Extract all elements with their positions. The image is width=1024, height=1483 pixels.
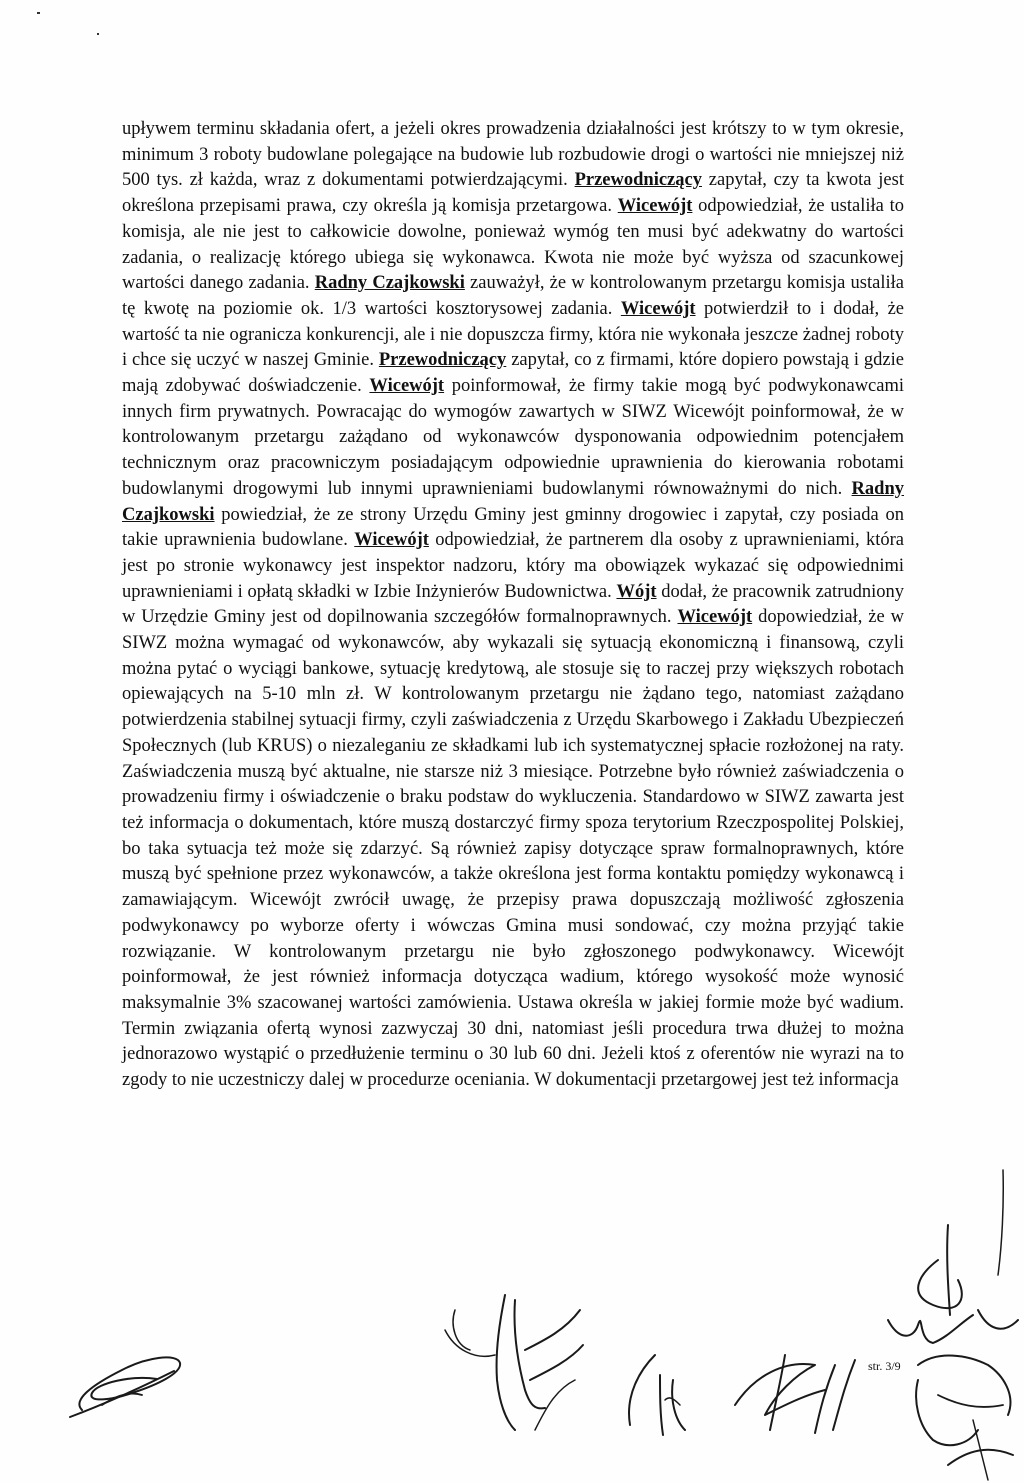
speaker-name: Przewodniczący: [378, 350, 507, 371]
body-text: poinformował, że firmy takie mogą być podwykonawcami innych firm prywatnych. Powracając do wymogów zawartych w SIWZ Wicewójt poinformował, że w kontrolowanym przetargu zażądano od wykonawców dysponowania odpowiednim potencjałem technicznym oraz pracowniczym posiadającym odpowiednie uprawnienia do kierowania robotami budowlanymi drogowymi lub innymi uprawnieniami budowlanymi równoważnymi do nich.: [122, 376, 905, 499]
signature-initials-left: [62, 1345, 192, 1425]
body-paragraph: [122, 117, 904, 1094]
signature-right-1: [725, 1345, 875, 1435]
speaker-name: Wicewójt: [677, 607, 753, 628]
signature-center-1: [435, 1290, 585, 1440]
body-text: zapytał, co z firmami, które dopiero powstają i gdzie mają zdobywać doświadczenie.: [122, 350, 904, 397]
signature-center-2: [615, 1350, 695, 1440]
body-text: zauważył, że w kontrolowanym przetargu komisja ustaliła tę kwotę na poziomie ok. 1/3 wartości kosztorysowej zadania.: [122, 273, 904, 319]
scan-mark: [97, 33, 99, 35]
body-text: upływem terminu składania ofert, a jeżeli okres prowadzenia działalności jest krótszy to w tym okresie, minimum 3 roboty budowlane polegające na budowie lub rozbudowie drogi o wartości nie mniejszej niż 500 tys. zł każda, wraz z dokumentami potwierdzającymi.: [122, 119, 904, 191]
scan-mark: [37, 12, 40, 14]
page-number: str. 3/9: [868, 1359, 901, 1373]
body-text: powiedział, że ze strony Urzędu Gminy jest gminny drogowiec i zapytał, czy posiada on takie uprawnienia budowlane.: [122, 504, 904, 551]
speaker-name: Wicewójt: [617, 196, 693, 217]
document-body: [122, 117, 904, 1094]
speaker-name: Wicewójt: [620, 298, 696, 319]
body-text: potwierdził to i dodał, że wartość ta nie ogranicza konkurencji, ale i nie dopuszcza firmy, która nie wykonała jeszcze żadnej roboty i chce się uczyć w naszej Gminie.: [122, 298, 904, 371]
body-text: odpowiedział, że partnerem dla osoby z uprawnieniami, która jest po stronie wykonawcy jest inspektor nadzoru, który ma obowiązek wykazać się odpowiednimi uprawnieniami i opłatą składki w Izbie Inżynierów Budownictwa.: [122, 530, 904, 602]
speaker-name: Wicewójt: [354, 530, 429, 551]
body-text: dopowiedział, że w SIWZ można wymagać od wykonawców, aby wykazali się sytuacją ekonomiczną i finansową, czyli można pytać o wyciągi bankowe, sytuację kredytową, ale stosuje się to raczej przy większych robotach opiewających na 5-10 mln zł. W kontrolowanym przetargu nie żądano tego, natomiast zażądano potwierdzenia stabilnej sytuacji firmy, czyli zaświadczenia z Urzędu Skarbowego i Zakładu Ubezpieczeń Społecznych (lub KRUS) o niezaleganiu ze składkami lub ich systematycznej spłacie rozłożonej na raty. Zaświadczenia muszą być aktualne, nie starsze niż 3 miesiące. Potrzebne było również zaświadczenia o prowadzeniu firmy i oświadczenie o braku podstaw do wykluczenia. Standardowo w SIWZ zawarta jest też informacja o dokumentach, które muszą dostarczyć firmy spoza terytorium Rzeczpospolitej Polskiej, bo taka sytuacja też może się zdarzyć. Są również zapisy dotyczące spraw formalnoprawnych, które muszą być spełnione przez wykonawców, a także określona jest forma kontaktu pomiędzy wykonawcą i zamawiającym. Wicewójt zwrócił uwagę, że przepisy prawa dopuszczają możliwość zgłoszenia podwykonawcy po wyborze oferty i wówczas Gmina musi sondować, czy można przyjąć takie rozwiązanie. W kontrolowanym przetargu nie było zgłoszonego podwykonawcy. Wicewójt poinformował, że jest również informacja dotycząca wadium, którego wysokość może wynosić maksymalnie 3% szacowanej wartości zamówienia. Ustawa określa w jakiej formie może być wadium. Termin związania ofertą wynosi zazwyczaj 30 dni, natomiast jeśli procedura trwa dłużej to można jednorazowo wystąpić o przedłużenie terminu o 30 lub 60 dni. Jeżeli ktoś z oferentów nie wyrazi na to zgody to nie uczestniczy dalej w procedurze oceniania. W dokumentacji przetargowej jest też informacja: [122, 607, 905, 1091]
signature-right-margin: [878, 1165, 1024, 1483]
speaker-name: Radny Czajkowski: [314, 273, 465, 294]
speaker-name: Przewodniczący: [574, 170, 702, 191]
speaker-name: Wójt: [616, 581, 657, 602]
body-text: zapytał, czy ta kwota jest określona przepisami prawa, czy określa ją komisja przetargowa.: [122, 170, 904, 217]
body-text: dodał, że pracownik zatrudniony w Urzędzie Gminy jest od dopilnowania szczegółów formalnoprawnych.: [122, 581, 904, 628]
speaker-name: Wicewójt: [369, 376, 445, 397]
speaker-name: Radny Czajkowski: [122, 478, 904, 525]
body-text: odpowiedział, że ustaliła to komisja, ale nie jest to całkowicie dowolne, ponieważ wymóg ten musi być adekwatny do wartości zadania, o realizację którego ubiega się wykonawca. Kwota nie może być wyższa od szacunkowej wartości danego zadania.: [122, 196, 904, 294]
